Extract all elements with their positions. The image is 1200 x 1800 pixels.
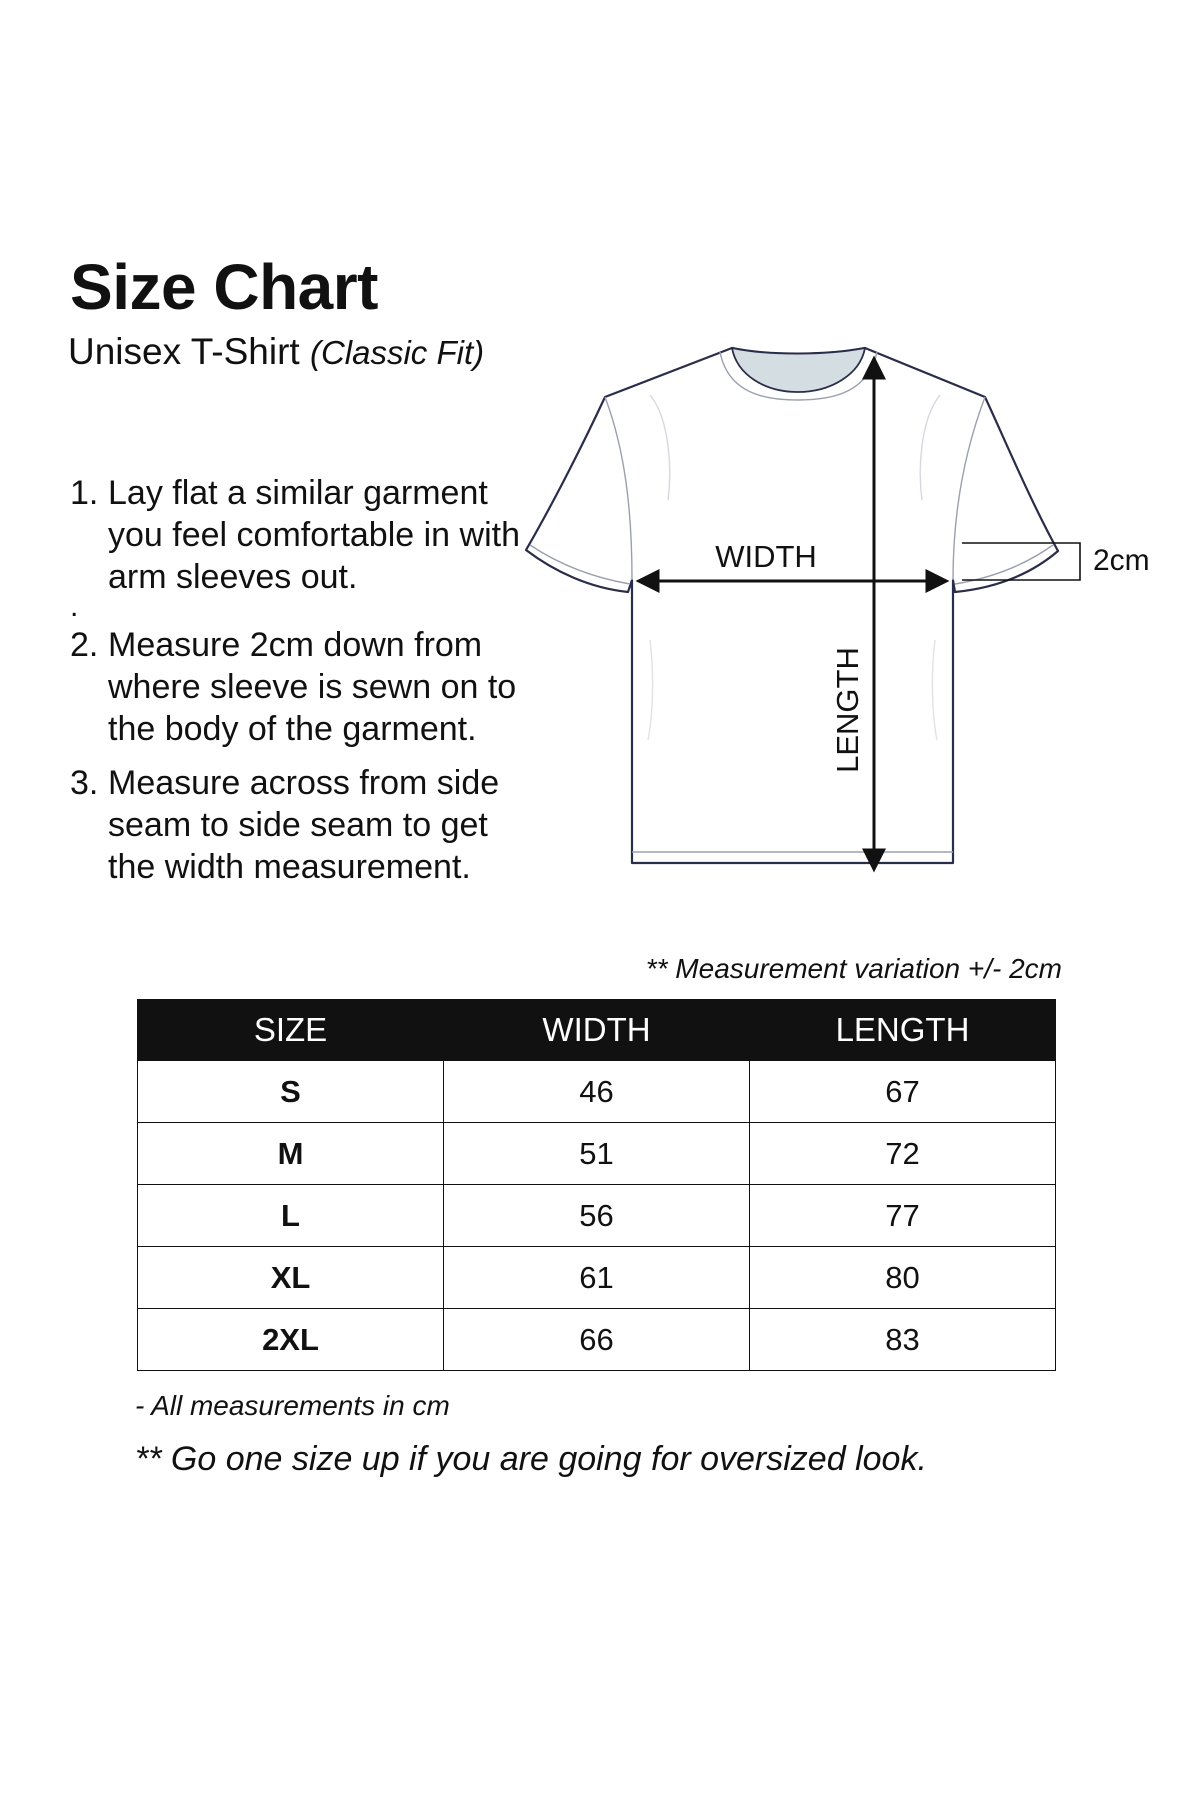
table-row <box>138 1123 1056 1185</box>
length-label: LENGTH <box>830 647 865 773</box>
table-header-row <box>138 1000 1056 1061</box>
step-text: Lay flat a similar garment you feel comfortable in with arm sleeves out. <box>108 474 520 596</box>
column-header-size: SIZE <box>138 1000 444 1061</box>
column-header-length: LENGTH <box>750 1000 1056 1061</box>
length-cell: 80 <box>750 1247 1056 1309</box>
page-title: Size Chart <box>70 251 378 323</box>
size-cell: M <box>138 1123 444 1185</box>
subtitle-product: Unisex T-Shirt <box>68 331 300 372</box>
width-cell: 66 <box>444 1309 750 1371</box>
subtitle-fit: (Classic Fit) <box>309 334 485 371</box>
table-row <box>138 1309 1056 1371</box>
step-number: 1. <box>70 474 99 512</box>
offset-label: 2cm <box>1093 544 1150 577</box>
step-number: 3. <box>70 764 99 802</box>
width-cell: 61 <box>444 1247 750 1309</box>
table-row <box>138 1061 1056 1123</box>
size-cell: 2XL <box>138 1309 444 1371</box>
table-row <box>138 1247 1056 1309</box>
column-header-width: WIDTH <box>444 1000 750 1061</box>
units-note: - All measurements in cm <box>135 1390 450 1421</box>
variation-note: ** Measurement variation +/- 2cm <box>645 953 1062 984</box>
length-cell: 77 <box>750 1185 1056 1247</box>
tshirt-outline <box>526 348 1058 863</box>
oversized-note: ** Go one size up if you are going for oversized look. <box>135 1440 927 1478</box>
size-cell: XL <box>138 1247 444 1309</box>
length-cell: 67 <box>750 1061 1056 1123</box>
length-cell: 72 <box>750 1123 1056 1185</box>
width-cell: 56 <box>444 1185 750 1247</box>
step-number: 2. <box>70 626 99 664</box>
size-cell: L <box>138 1185 444 1247</box>
step-text: Measure 2cm down from where sleeve is sewn on to the body of the garment. <box>108 626 517 748</box>
table-row <box>138 1185 1056 1247</box>
size-table <box>137 999 1056 1371</box>
width-cell: 46 <box>444 1061 750 1123</box>
step-separator: . <box>70 590 79 623</box>
length-cell: 83 <box>750 1309 1056 1371</box>
width-cell: 51 <box>444 1123 750 1185</box>
width-label: WIDTH <box>715 539 817 574</box>
size-cell: S <box>138 1061 444 1123</box>
step-text: Measure across from side seam to side seam to get the width measurement. <box>108 764 500 886</box>
